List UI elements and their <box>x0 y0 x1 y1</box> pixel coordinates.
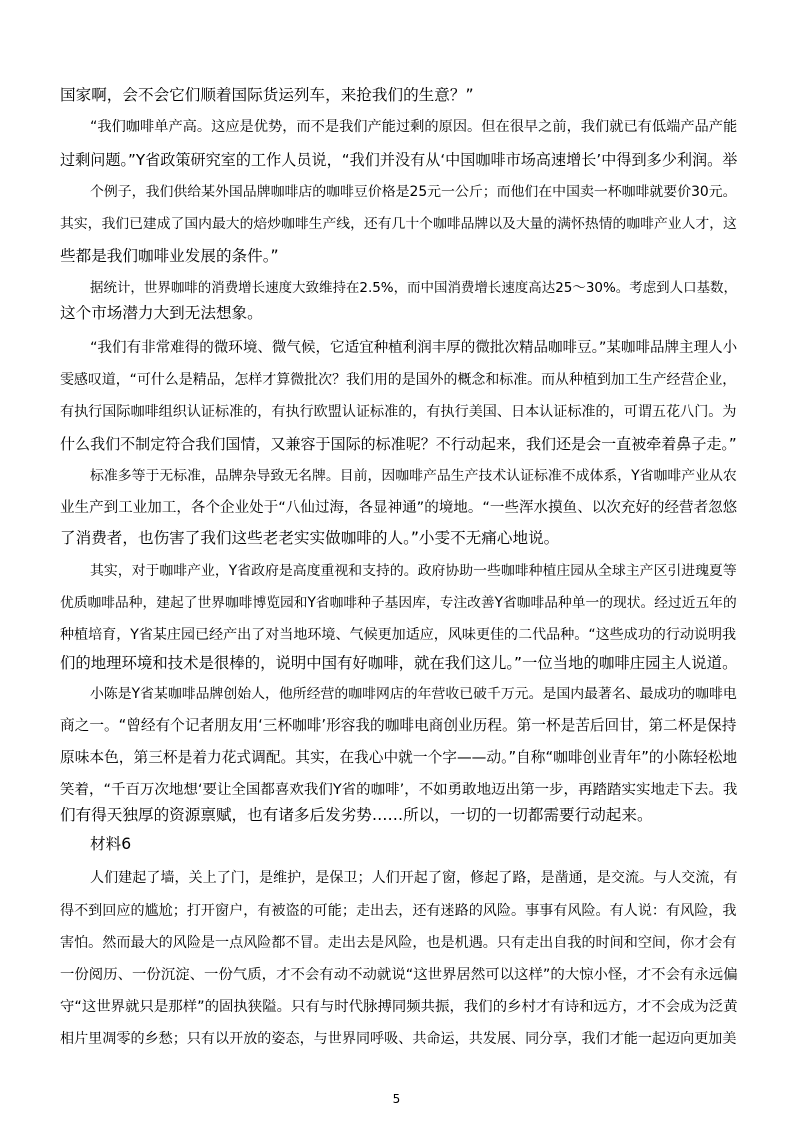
text-line: 国家啊，会不会它们顺着国际货运列车，来抢我们的生意？” <box>60 86 474 104</box>
text-line: 什么我们不制定符合我们国情，又兼容于国际的标准呢？不行动起来，我们还是会一直被牵着鼻子走。” <box>60 435 737 453</box>
text-line: 原味本色，第三杯是着力花式调配。其实，在我心中就一个字——动。”自称“咖啡创业青年”的小陈轻松地 <box>60 749 738 766</box>
text-line: 些都是我们咖啡业发展的条件。” <box>60 247 279 265</box>
text-line: 一份阅历、一份沉淀、一份气质，才不会有动不动就说“这世界居然可以这样”的大惊小怪，才不会有永远偏 <box>60 967 738 983</box>
text-line: 商之一。“曾经有个记者朋友用‘三杯咖啡’形容我的咖啡电商创业历程。第一杯是苦后回甘，第二杯是保持 <box>60 717 737 734</box>
text-line: 优质咖啡品种，建起了世界咖啡博览园和Y省咖啡种子基因库，专注改善Y省咖啡品种单一的现状。经过近五年的 <box>60 595 737 611</box>
text-line: 相片里凋零的乡愁；只有以开放的姿态，与世界同呼吸、共命运，共发展、同分享，我们才能一起迈向更加美 <box>60 1031 737 1047</box>
text-line: 了消费者，也伤害了我们这些老老实实做咖啡的人。”小雯不无痛心地说。 <box>60 529 560 547</box>
text-line: 种植培育，Y省某庄园已经产出了对当地环境、气候更加适应，风味更佳的二代品种。“这些成功的行动说明我 <box>60 627 737 643</box>
text-line: 业生产到工业加工，各个企业处于“八仙过海，各显神通”的境地。“一些浑水摸鱼、以次充好的经营者忽悠 <box>60 499 738 516</box>
text-line: 这个市场潜力大到无法想象。 <box>60 304 263 322</box>
text-line: “我们有非常难得的微环境、微气候，它适宜种植利润丰厚的微批次精品咖啡豆。”某咖啡品牌主理人小 <box>90 340 738 356</box>
text-line: 标准多等于无标准，品牌杂导致无名牌。目前，因咖啡产品生产技术认证标准不成体系，Y省咖啡产业从农 <box>90 468 737 484</box>
text-line: 得不到回应的尴尬；打开窗户，有被盗的可能；走出去，还有迷路的风险。事事有风险。有人说：有风险，我 <box>60 903 737 919</box>
text-line: 有执行国际咖啡组织认证标准的，有执行欧盟认证标准的，有执行美国、日本认证标准的，可谓五花八门。为 <box>60 404 737 420</box>
text-line: 害怕。然而最大的风险是一点风险都不冒。走出去是风险，也是机遇。只有走出自我的时间和空间，你才会有 <box>60 935 737 951</box>
text-line: 据统计，世界咖啡的消费增长速度大致维持在2.5%，而中国消费增长速度高达25～30%。考虑到人口基数， <box>90 280 737 296</box>
text-line: 其实，对于咖啡产业，Y省政府是高度重视和支持的。政府协助一些咖啡种植庄园从全球主产区引进瑰夏等 <box>90 563 737 579</box>
text-line: 们的地理环境和技术是很棒的，说明中国有好咖啡，就在我们这儿。”一位当地的咖啡庄园主人说道。 <box>60 654 738 672</box>
text-line: 其实，我们已建成了国内最大的焙炒咖啡生产线，还有几十个咖啡品牌以及大量的满怀热情的咖啡产业人才，这 <box>60 216 737 232</box>
page-number: 5 <box>392 1092 401 1106</box>
text-line: 笑着，“千百万次地想‘要让全国都喜欢我们Y省的咖啡’，不如勇敢地迈出第一步，再踏踏实实地走下去。我 <box>60 782 738 798</box>
text-line: 雯感叹道，“可什么是精品，怎样才算微批次？我们用的是国外的概念和标准。而从种植到加工生产经营企业， <box>60 372 737 388</box>
text-line: 守“这世界就只是那样”的固执狭隘。只有与时代脉搏同频共振，我们的乡村才有诗和远方，才不会成为泛黄 <box>60 999 738 1015</box>
text-line: 们有得天独厚的资源禀赋，也有诸多后发劣势……所以，一切的一切都需要行动起来。 <box>60 806 653 824</box>
text-line: 过剩问题。”Y省政策研究室的工作人员说，“我们并没有从‘中国咖啡市场高速增长’中得到多少利润。举 <box>60 151 738 169</box>
text-line: 人们建起了墙，关上了门，是维护，是保卫；人们开起了窗，修起了路，是凿通，是交流。与人交流，有 <box>90 870 738 886</box>
text-line: “我们咖啡单产高。这应是优势，而不是我们产能过剩的原因。但在很早之前，我们就已有低端产品产能 <box>90 119 738 135</box>
section-heading: 材料6 <box>90 835 132 853</box>
text-line: 个例子，我们供给某外国品牌咖啡店的咖啡豆价格是25元一公斤；而他们在中国卖一杯咖啡就要价30元。 <box>90 184 737 200</box>
text-line: 小陈是Y省某咖啡品牌创始人，他所经营的咖啡网店的年营收已破千万元。是国内最著名、最成功的咖啡电 <box>90 686 737 702</box>
